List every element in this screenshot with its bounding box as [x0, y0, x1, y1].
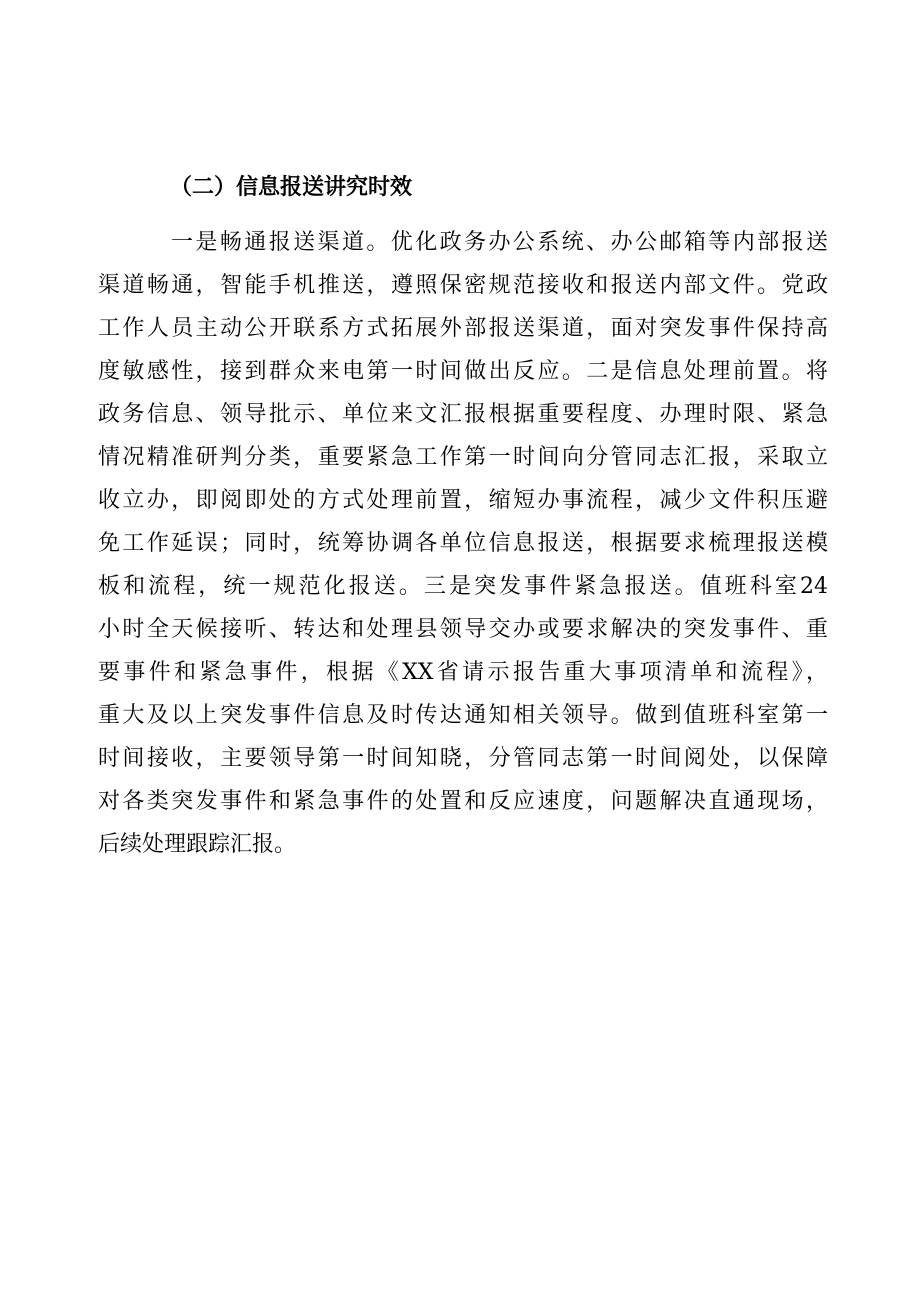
paragraph-line: 工作人员主动公开联系方式拓展外部报送渠道，面对突发事件保持高 [98, 316, 828, 341]
paragraph-line: 度敏感性，接到群众来电第一时间做出反应。二是信息处理前置。将 [98, 359, 828, 384]
paragraph-line: 时间接收，主要领导第一时间知晓，分管同志第一时间阅处，以保障 [98, 746, 828, 771]
paragraph-line: 板和流程，统一规范化报送。三是突发事件紧急报送。值班科室24 [98, 574, 828, 599]
paragraph-line: 一是畅通报送渠道。优化政务办公系统、办公邮箱等内部报送 [171, 230, 828, 255]
paragraph-line: 政务信息、领导批示、单位来文汇报根据重要程度、办理时限、紧急 [98, 402, 828, 427]
paragraph-line: 收立办，即阅即处的方式处理前置，缩短办事流程，减少文件积压避 [98, 488, 828, 513]
paragraph-line: 情况精准研判分类，重要紧急工作第一时间向分管同志汇报，采取立 [98, 445, 828, 470]
paragraph-line: 要事件和紧急事件，根据《XX省请示报告重大事项清单和流程》， [98, 660, 828, 685]
paragraph-line: 重大及以上突发事件信息及时传达通知相关领导。做到值班科室第一 [98, 703, 828, 728]
paragraph-line: 免工作延误；同时，统筹协调各单位信息报送，根据要求梳理报送模 [98, 531, 828, 556]
paragraph-line: 渠道畅通，智能手机推送，遵照保密规范接收和报送内部文件。党政 [98, 273, 828, 298]
paragraph-line: 小时全天候接听、转达和处理县领导交办或要求解决的突发事件、重 [98, 617, 828, 642]
section-heading: （二）信息报送讲究时效 [170, 174, 413, 200]
paragraph-line: 后续处理跟踪汇报。 [98, 832, 297, 857]
paragraph-line: 对各类突发事件和紧急事件的处置和反应速度，问题解决直通现场， [98, 789, 828, 814]
